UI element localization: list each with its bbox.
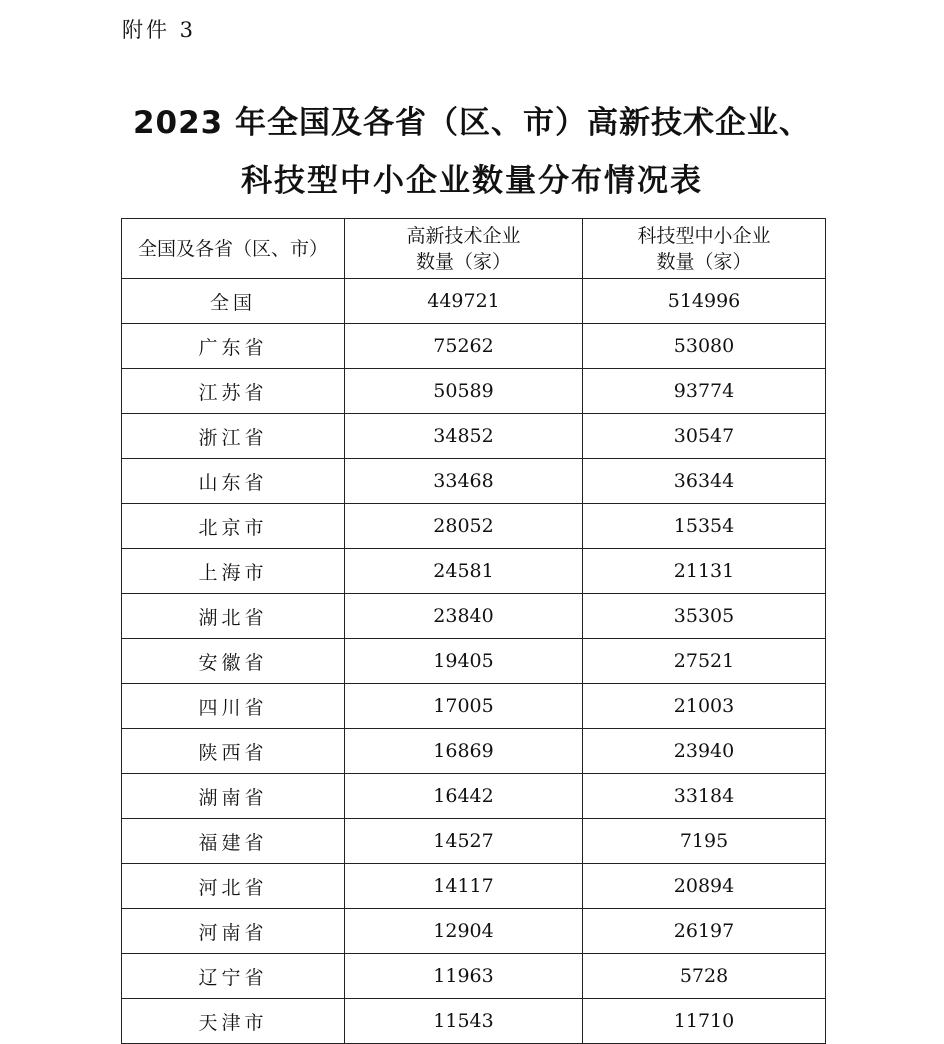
region-cell: 全国 [122, 279, 345, 324]
table-row [122, 549, 826, 594]
sme-cell: 21131 [583, 549, 826, 594]
sme-cell: 35305 [583, 594, 826, 639]
hightech-cell: 12904 [345, 909, 583, 954]
hightech-cell: 11543 [345, 999, 583, 1044]
region-cell: 湖南省 [122, 774, 345, 819]
hightech-cell: 33468 [345, 459, 583, 504]
table-row [122, 639, 826, 684]
region-cell: 广东省 [122, 324, 345, 369]
table-row [122, 459, 826, 504]
hightech-cell: 19405 [345, 639, 583, 684]
table-row [122, 279, 826, 324]
hightech-cell: 24581 [345, 549, 583, 594]
hightech-cell: 17005 [345, 684, 583, 729]
sme-cell: 53080 [583, 324, 826, 369]
table-row [122, 954, 826, 999]
region-cell: 河南省 [122, 909, 345, 954]
table-row [122, 594, 826, 639]
sme-cell: 7195 [583, 819, 826, 864]
header-hightech-line1: 高新技术企业 [406, 224, 521, 247]
table-row [122, 369, 826, 414]
hightech-cell: 28052 [345, 504, 583, 549]
hightech-cell: 23840 [345, 594, 583, 639]
sme-cell: 36344 [583, 459, 826, 504]
table-header-row [122, 219, 826, 279]
header-region: 全国及各省（区、市） [122, 219, 345, 279]
region-cell: 北京市 [122, 504, 345, 549]
data-table [121, 218, 826, 1044]
region-cell: 江苏省 [122, 369, 345, 414]
sme-cell: 27521 [583, 639, 826, 684]
hightech-cell: 14527 [345, 819, 583, 864]
hightech-cell: 34852 [345, 414, 583, 459]
hightech-cell: 75262 [345, 324, 583, 369]
region-cell: 天津市 [122, 999, 345, 1044]
sme-cell: 26197 [583, 909, 826, 954]
header-hightech [345, 219, 583, 279]
region-cell: 上海市 [122, 549, 345, 594]
region-cell: 河北省 [122, 864, 345, 909]
sme-cell: 33184 [583, 774, 826, 819]
table-body [122, 279, 826, 1044]
header-sme-line1: 科技型中小企业 [637, 224, 771, 247]
table-row [122, 414, 826, 459]
region-cell: 安徽省 [122, 639, 345, 684]
region-cell: 山东省 [122, 459, 345, 504]
table-row [122, 774, 826, 819]
table-row [122, 504, 826, 549]
table-row [122, 324, 826, 369]
sme-cell: 93774 [583, 369, 826, 414]
header-sme [583, 219, 826, 279]
sme-cell: 20894 [583, 864, 826, 909]
hightech-cell: 50589 [345, 369, 583, 414]
sme-cell: 21003 [583, 684, 826, 729]
hightech-cell: 16869 [345, 729, 583, 774]
table-row [122, 909, 826, 954]
table-row [122, 729, 826, 774]
sme-cell: 30547 [583, 414, 826, 459]
page-title-line-2: 科技型中小企业数量分布情况表 [241, 163, 703, 199]
region-cell: 辽宁省 [122, 954, 345, 999]
table-row [122, 819, 826, 864]
hightech-cell: 16442 [345, 774, 583, 819]
region-cell: 四川省 [122, 684, 345, 729]
table-row [122, 864, 826, 909]
hightech-cell: 11963 [345, 954, 583, 999]
sme-cell: 5728 [583, 954, 826, 999]
region-cell: 陕西省 [122, 729, 345, 774]
region-cell: 福建省 [122, 819, 345, 864]
table-row [122, 684, 826, 729]
region-cell: 湖北省 [122, 594, 345, 639]
table-row [122, 999, 826, 1044]
attachment-label: 附件 3 [122, 18, 197, 42]
header-hightech-line2: 数量（家） [415, 250, 511, 273]
sme-cell: 514996 [583, 279, 826, 324]
header-sme-line2: 数量（家） [656, 250, 752, 273]
region-cell: 浙江省 [122, 414, 345, 459]
sme-cell: 15354 [583, 504, 826, 549]
page-title-line-1: 2023 年全国及各省（区、市）高新技术企业、 [132, 105, 812, 141]
sme-cell: 23940 [583, 729, 826, 774]
hightech-cell: 14117 [345, 864, 583, 909]
hightech-cell: 449721 [345, 279, 583, 324]
sme-cell: 11710 [583, 999, 826, 1044]
